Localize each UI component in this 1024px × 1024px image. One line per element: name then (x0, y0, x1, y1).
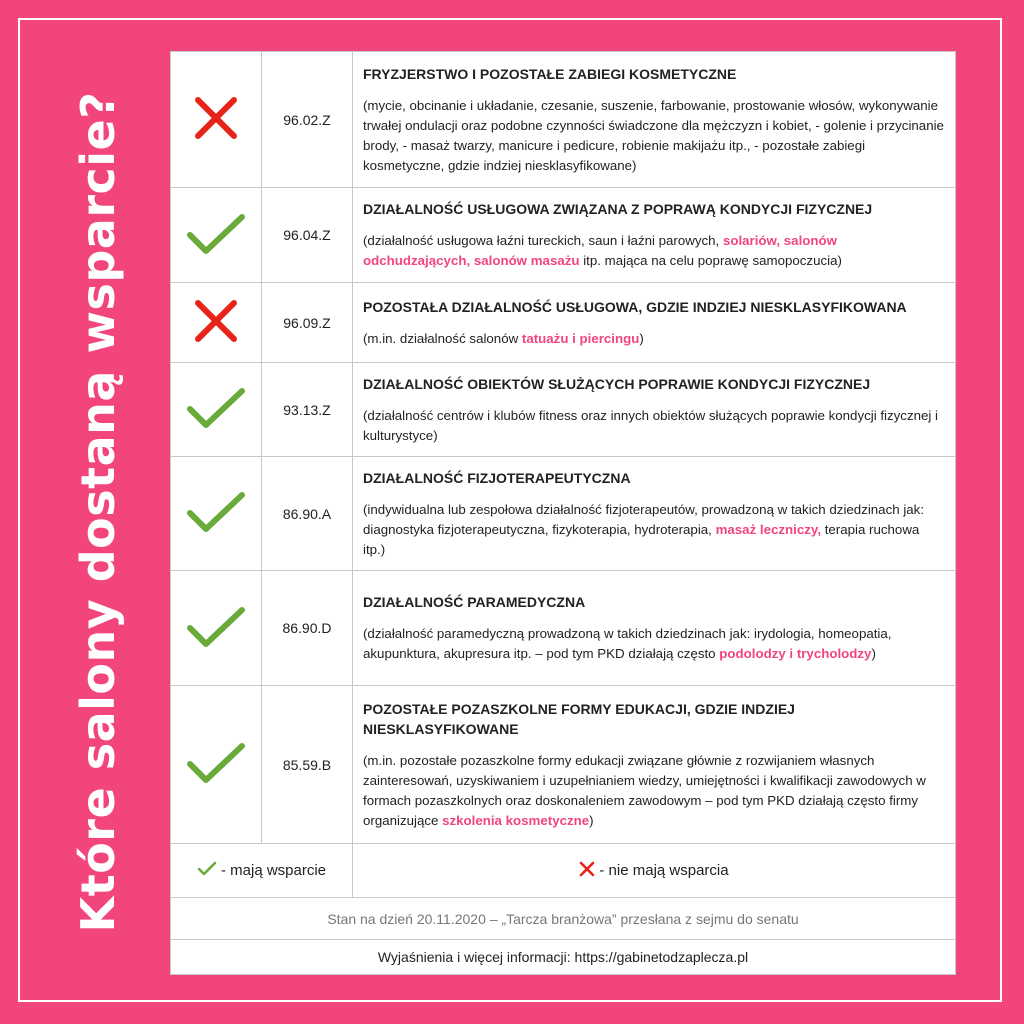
highlight-text: szkolenia kosmetyczne (442, 812, 590, 828)
info-line: Wyjaśnienia i więcej informacji: https://gabinetodzaplecza.pl (171, 940, 956, 975)
pkd-description (363, 751, 945, 831)
description-text: (działalność paramedyczną prowadzoną w takich dziedzinach jak: irydologia, homeopatia, akupunktura, akupresura itp. – pod tym PKD działają często (363, 626, 892, 661)
pkd-title: POZOSTAŁE POZASZKOLNE FORMY EDUKACJI, GDZIE INDZIEJ NIESKLASYFIKOWANE (363, 700, 795, 737)
highlight-text: podolodzy i trycholodzy (719, 646, 872, 661)
highlight-text: tatuażu i piercingu (521, 330, 640, 346)
pkd-table (170, 51, 956, 975)
pkd-description (363, 329, 945, 349)
description-text: ) (639, 330, 644, 346)
status-cell (171, 188, 262, 283)
pkd-code: 96.04.Z (262, 188, 353, 283)
pkd-sheet (170, 51, 956, 974)
pkd-rows (171, 52, 956, 975)
info-row (171, 940, 956, 975)
pkd-description-cell (353, 686, 956, 844)
cross-icon (193, 298, 239, 347)
legend-cross (353, 844, 956, 898)
highlight-text: solariów, salonów odchudzających, salonów masażu (363, 233, 837, 268)
status-cell (171, 457, 262, 571)
status-cell (171, 571, 262, 686)
pkd-row (171, 363, 956, 457)
pkd-row (171, 571, 956, 686)
description-text: ) (589, 812, 594, 828)
check-icon (186, 489, 246, 538)
pkd-description-cell (353, 363, 956, 457)
status-row (171, 898, 956, 940)
description-text: ) (871, 646, 876, 661)
pkd-title: DZIAŁALNOŚĆ OBIEKTÓW SŁUŻĄCYCH POPRAWIE KONDYCJI FIZYCZNEJ (363, 375, 871, 392)
pkd-code: 96.02.Z (262, 52, 353, 188)
cross-icon (579, 861, 595, 881)
description-text: terapia ruchowa itp.) (363, 521, 920, 557)
pkd-code: 93.13.Z (262, 363, 353, 457)
pkd-row (171, 457, 956, 571)
pkd-title: POZOSTAŁA DZIAŁALNOŚĆ USŁUGOWA, GDZIE INDZIEJ NIESKLASYFIKOWANA (363, 298, 907, 315)
status-note: Stan na dzień 20.11.2020 – „Tarcza branżowa” przesłana z sejmu do senatu (171, 898, 956, 940)
description-text: (działalność centrów i klubów fitness oraz innych obiektów służących poprawie kondycji fizycznej i kulturystyce) (363, 407, 938, 443)
check-icon (186, 604, 246, 653)
pkd-row (171, 188, 956, 283)
status-cell (171, 52, 262, 188)
legend-check-label: - mają wsparcie (220, 861, 327, 879)
pkd-row (171, 52, 956, 188)
highlight-text: masaż leczniczy, (715, 521, 822, 537)
pkd-description-cell (353, 52, 956, 188)
pkd-description (363, 406, 945, 446)
pkd-row (171, 686, 956, 844)
status-cell (171, 363, 262, 457)
description-text: itp. mająca na celu poprawę samopoczucia) (579, 253, 842, 268)
pkd-code: 85.59.B (262, 686, 353, 844)
pkd-code: 86.90.D (262, 571, 353, 686)
legend-row (171, 844, 956, 898)
check-icon (186, 211, 246, 260)
description-text: (indywidualna lub zespołowa działalność fizjoterapeutów, prowadzoną w takich dziedzinach jak: diagnostyka fizjoterapeutyczna, fizykoterapia, hydroterapia, (363, 501, 925, 537)
description-text: (m.in. pozostałe pozaszkolne formy edukacji związane głównie z rozwijaniem własnych zainteresowań, uzyskiwaniem i uzupełnianiem wiedzy, umiejętności i kwalifikacji zawodowych w formach pozaszkolnych oraz doskonaleniem zawodowym – pod tym PKD działają często firmy organizujące (363, 752, 926, 828)
pkd-description (363, 500, 945, 560)
pkd-title: DZIAŁALNOŚĆ FIZJOTERAPEUTYCZNA (363, 469, 631, 486)
pkd-title: FRYZJERSTWO I POZOSTAŁE ZABIEGI KOSMETYCZNE (363, 65, 737, 82)
pkd-description-cell (353, 571, 956, 686)
description-text: (działalność usługowa łaźni tureckich, saun i łaźni parowych, (363, 233, 723, 248)
pkd-title: DZIAŁALNOŚĆ PARAMEDYCZNA (363, 594, 586, 610)
pkd-description (363, 624, 945, 664)
pkd-code: 96.09.Z (262, 283, 353, 363)
description-text: (mycie, obcinanie i układanie, czesanie, suszenie, farbowanie, prostowanie włosów, wykonywanie trwałej ondulacji oraz podobne czynności świadczone dla mężczyzn i kobiet, - golenie i przycinanie brody, - masaż twarzy, manicure i pedicure, robienie makijażu itp., - pozostałe zabiegi kosmetyczne, gdzie indziej niesklasyfikowane) (363, 97, 944, 173)
pkd-description-cell (353, 457, 956, 571)
pkd-title: DZIAŁALNOŚĆ USŁUGOWA ZWIĄZANA Z POPRAWĄ KONDYCJI FIZYCZNEJ (363, 201, 873, 217)
pkd-description-cell (353, 188, 956, 283)
description-text: (m.in. działalność salonów (363, 330, 522, 346)
side-title: Które salony dostaną wsparcie? (71, 91, 125, 933)
pkd-code: 86.90.A (262, 457, 353, 571)
pkd-description (363, 96, 945, 176)
pkd-description (363, 231, 945, 271)
check-icon (186, 385, 246, 434)
legend-check (171, 844, 353, 898)
status-cell (171, 283, 262, 363)
pkd-row (171, 283, 956, 363)
check-icon (197, 861, 217, 881)
cross-icon (193, 95, 239, 144)
check-icon (186, 740, 246, 789)
pkd-description-cell (353, 283, 956, 363)
legend-cross-label: - nie mają wsparcia (599, 861, 729, 879)
status-cell (171, 686, 262, 844)
